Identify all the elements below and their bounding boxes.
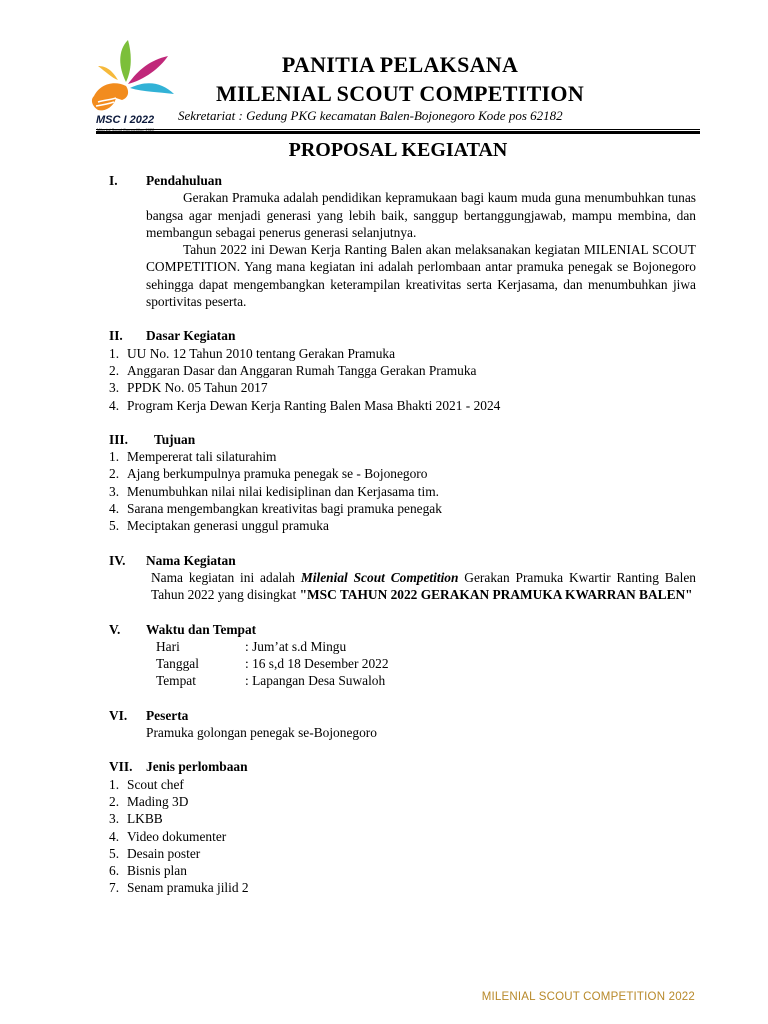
list-item <box>109 345 696 362</box>
section-title: Waktu dan Tempat <box>146 621 257 637</box>
schedule-key: Tempat <box>156 673 196 689</box>
page-footer: MILENIAL SCOUT COMPETITION 2022 <box>481 991 695 1003</box>
document-content <box>109 172 696 914</box>
section-heading <box>109 431 696 448</box>
document-title: PROPOSAL KEGIATAN <box>288 139 508 161</box>
list-text: Senam pramuka jilid 2 <box>127 880 249 896</box>
paragraph-text: Gerakan Pramuka Kwartir Ranting Balen Tahun 2022 yang disingkat <box>151 569 696 603</box>
list-number: 6. <box>109 863 120 879</box>
paragraph: Gerakan Pramuka adalah pendidikan kepramukaan bagi kaum muda guna menumbuhkan tunas bangsa agar menjadi generasi yang lebih baik, sanggup bertanggungjawab, mampu membina, dan membangun sebagai penerus generasi selanjutnya. <box>146 190 696 240</box>
section-number: II. <box>109 328 123 344</box>
section-title: Jenis perlombaan <box>146 759 248 775</box>
list-text: UU No. 12 Tahun 2010 tentang Gerakan Pramuka <box>127 345 396 361</box>
list-text: Program Kerja Dewan Kerja Ranting Balen Masa Bhakti 2021 - 2024 <box>127 397 501 413</box>
section-peserta <box>109 707 696 742</box>
list-item <box>109 397 696 414</box>
paragraph-text: Nama kegiatan ini adalah <box>151 569 301 585</box>
section-waktu-tempat <box>109 621 696 690</box>
list-text: Anggaran Dasar dan Anggaran Rumah Tangga Gerakan Pramuka <box>127 362 477 378</box>
schedule-value: : 16 s,d 18 Desember 2022 <box>245 656 389 672</box>
section-jenis-perlombaan <box>109 758 696 896</box>
schedule-row <box>146 655 696 672</box>
list-text: Mading 3D <box>127 793 189 809</box>
list-item <box>109 465 696 482</box>
logo-subtext: Milenial Scout Competition 2022 <box>97 127 155 132</box>
schedule-table <box>146 638 696 690</box>
list-number: 4. <box>109 397 120 413</box>
header-rule-thin <box>96 129 700 130</box>
section-title: Dasar Kegiatan <box>146 328 236 344</box>
section-heading <box>109 327 696 344</box>
list-text: Desain poster <box>127 845 201 861</box>
section-pendahuluan <box>109 172 696 310</box>
section-number: V. <box>109 621 121 637</box>
numbered-list <box>109 776 696 897</box>
list-number: 1. <box>109 345 120 361</box>
schedule-value: : Lapangan Desa Suwaloh <box>245 673 386 689</box>
schedule-value: : Jum’at s.d Mingu <box>245 638 347 654</box>
section-number: III. <box>109 431 128 447</box>
list-item <box>109 862 696 879</box>
list-text: Meciptakan generasi unggul pramuka <box>127 518 329 534</box>
numbered-list <box>109 345 696 414</box>
list-number: 7. <box>109 880 120 896</box>
list-number: 1. <box>109 776 120 792</box>
list-text: Bisnis plan <box>127 863 187 879</box>
list-item <box>109 776 696 793</box>
list-number: 5. <box>109 845 120 861</box>
logo-text: MSC I 2022 <box>96 114 155 126</box>
section-heading <box>109 172 696 189</box>
paragraph: Pramuka golongan penegak se-Bojonegoro <box>146 725 377 741</box>
event-abbreviation: "MSC TAHUN 2022 GERAKAN PRAMUKA KWARRAN BALEN" <box>299 587 693 603</box>
list-number: 3. <box>109 483 120 499</box>
list-item <box>109 810 696 827</box>
section-heading <box>109 621 696 638</box>
list-number: 2. <box>109 793 120 809</box>
section-title: Nama Kegiatan <box>146 552 236 568</box>
list-item <box>109 517 696 534</box>
list-item <box>109 500 696 517</box>
paragraph <box>151 569 696 604</box>
list-item <box>109 845 696 862</box>
list-item <box>109 448 696 465</box>
list-item <box>109 793 696 810</box>
list-number: 2. <box>109 466 120 482</box>
schedule-row <box>146 638 696 655</box>
list-text: Scout chef <box>127 776 184 792</box>
secretariat-address: Sekretariat : Gedung PKG kecamatan Balen-Bojonegoro Kode pos 62182 <box>178 108 563 123</box>
section-number: I. <box>109 173 118 188</box>
section-number: VII. <box>109 759 133 775</box>
list-text: Menumbuhkan nilai nilai kedisiplinan dan Kerjasama tim. <box>127 483 440 499</box>
section-heading <box>109 707 696 724</box>
list-number: 1. <box>109 449 120 465</box>
list-text: Ajang berkumpulnya pramuka penegak se - Bojonegoro <box>127 466 428 482</box>
schedule-row <box>146 672 696 689</box>
list-item <box>109 828 696 845</box>
schedule-key: Tanggal <box>156 656 199 672</box>
list-number: 4. <box>109 501 120 517</box>
section-tujuan <box>109 431 696 535</box>
list-number: 3. <box>109 811 120 827</box>
section-title: Peserta <box>146 707 189 723</box>
section-number: VI. <box>109 707 128 723</box>
list-item <box>109 379 696 396</box>
list-item <box>109 362 696 379</box>
list-text: PPDK No. 05 Tahun 2017 <box>127 380 268 396</box>
list-item <box>109 879 696 896</box>
numbered-list <box>109 448 696 534</box>
list-number: 4. <box>109 828 120 844</box>
list-item <box>109 483 696 500</box>
section-heading <box>109 552 696 569</box>
list-text: LKBB <box>127 811 163 827</box>
header-rule-thick <box>96 131 700 134</box>
section-dasar-kegiatan <box>109 327 696 413</box>
list-number: 5. <box>109 518 120 534</box>
list-number: 2. <box>109 362 120 378</box>
section-number: IV. <box>109 552 126 568</box>
paragraph: Tahun 2022 ini Dewan Kerja Ranting Balen akan melaksanakan kegiatan MILENIAL SCOUT COMPETITION. Yang mana kegiatan ini adalah perlombaan antar pramuka penegak se Bojonegoro sehingga dapat mengembangkan keterampilan kreativitas serta Kerjasama, dan menumbuhkan jiwa sportivitas peserta. <box>146 242 696 310</box>
event-name-emphasis: Milenial Scout Competition <box>300 569 459 585</box>
header-title-line2: MILENIAL SCOUT COMPETITION <box>215 81 585 106</box>
header-title-line1: PANITIA PELAKSANA <box>281 52 519 77</box>
section-heading <box>109 758 696 775</box>
schedule-key: Hari <box>156 638 180 654</box>
list-number: 3. <box>109 380 120 396</box>
list-text: Video dokumenter <box>127 828 227 844</box>
section-nama-kegiatan <box>109 552 696 604</box>
list-text: Mempererat tali silaturahim <box>127 449 277 465</box>
section-title: Tujuan <box>154 431 196 447</box>
section-title: Pendahuluan <box>146 173 222 188</box>
list-text: Sarana mengembangkan kreativitas bagi pramuka penegak <box>127 501 442 517</box>
